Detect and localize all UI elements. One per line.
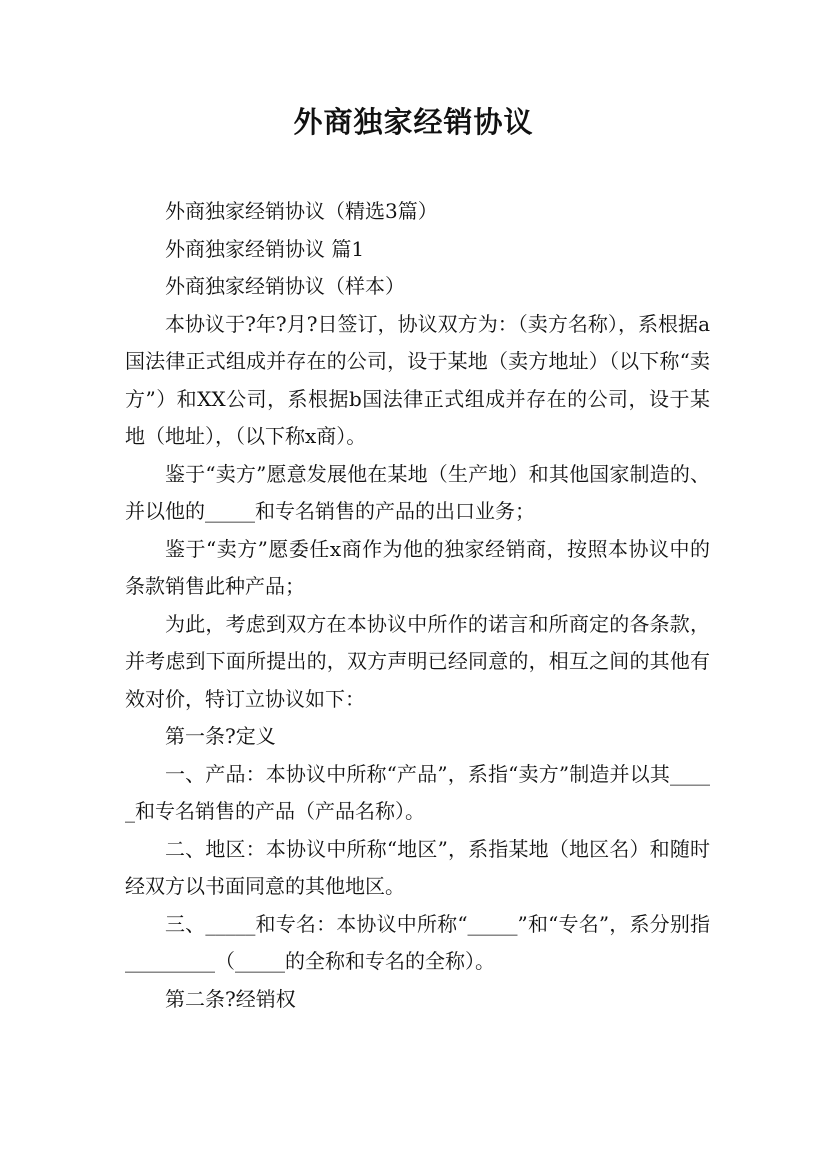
- paragraph: 外商独家经销协议（精选3篇）: [165, 199, 438, 223]
- paragraph: 鉴于“卖方”愿意发展他在某地（生产地）和其他国家制造的、并以他的_____和专名销售的产品的出口业务；: [125, 461, 710, 523]
- paragraph: 二、地区：本协议中所称“地区”，系指某地（地区名）和随时经双方以书面同意的其他地区。: [125, 836, 710, 898]
- paragraph: 鉴于“卖方”愿委任x商作为他的独家经销商，按照本协议中的条款销售此种产品；: [125, 536, 710, 598]
- paragraph: 外商独家经销协议 篇1: [165, 236, 365, 261]
- document-body: [125, 193, 710, 1018]
- document-title: 外商独家经销协议: [293, 105, 534, 139]
- paragraph: 三、_____和专名：本协议中所称“_____”和“专名”，系分别指_________（_____的全称和专名的全称）。: [125, 911, 710, 973]
- section-heading: 第二条?经销权: [165, 986, 296, 1011]
- paragraph: 外商独家经销协议（样本）: [165, 274, 405, 298]
- paragraph: 一、产品：本协议中所称“产品”，系指“卖方”制造并以其_____和专名销售的产品（产品名称）。: [125, 761, 710, 823]
- paragraph: 为此，考虑到双方在本协议中所作的诺言和所商定的各条款，并考虑到下面所提出的，双方声明已经同意的，相互之间的其他有效对价，特订立协议如下：: [125, 611, 710, 711]
- paragraph: 本协议于?年?月?日签订，协议双方为：（卖方名称），系根据a国法律正式组成并存在的公司，设于某地（卖方地址）（以下称“卖方”）和XX公司，系根据b国法律正式组成并存在的公司，设于某地（地址），（以下称x商）。: [125, 311, 710, 448]
- section-heading: 第一条?定义: [165, 724, 276, 748]
